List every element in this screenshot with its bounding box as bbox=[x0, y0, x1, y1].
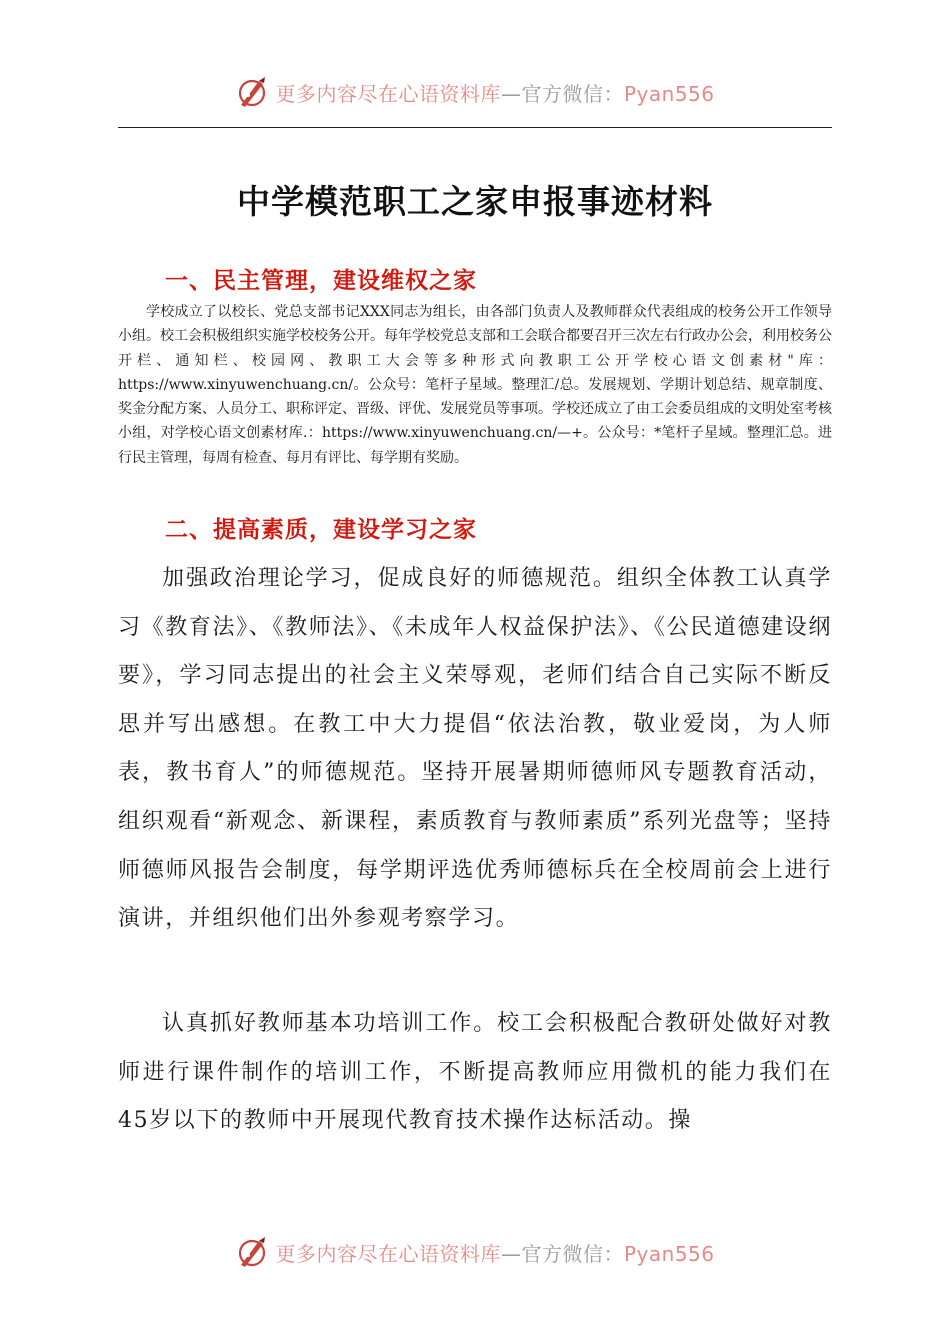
section-heading-democratic-management: 一、民主管理，建设维权之家 bbox=[165, 268, 477, 294]
fountain-pen-logo-icon bbox=[235, 75, 269, 109]
section-2-paragraph-1: 加强政治理论学习，促成良好的师德规范。组织全体教工认真学习《教育法》、《教师法》、《未成年人权益保护法》、《公民道德建设纲要》，学习同志提出的社会主义荣辱观，老师们结合自己实际不断反思并写出感想。在教工中大力提倡“依法治教，敬业爱岗，为人师表，教书育人”的师德规范。坚持开展暑期师德师风专题教育活动，组织观看“新观念、新课程，素质教育与教师素质”系列光盘等；坚持师德师风报告会制度，每学期评选优秀师德标兵在全校周前会上进行演讲，并组织他们出外参观考察学习。 bbox=[118, 566, 832, 932]
header-watermark bbox=[0, 72, 950, 112]
section-heading-improve-quality: 二、提高素质，建设学习之家 bbox=[165, 517, 477, 543]
document-title: 中学模范职工之家申报事迹材料 bbox=[237, 182, 713, 221]
watermark-text: 更多内容尽在心语资料库—官方微信：Pyan556 bbox=[275, 81, 715, 106]
section-1-paragraph: 学校成立了以校长、党总支部书记XXX同志为组长，由各部门负责人及教师群众代表组成的校务公开工作领导小组。校工会积极组织实施学校校务公开。每年学校党总支部和工会联合都要召开三次左右行政办公会，利用校务公开栏、通知栏、校园网、教职工大会等多种形式向教职工公开学校心语文创素材"库：https://www.xinyuwenchuang.cn/。公众号：笔杆子星域。整理汇/总。发展规划、学期计划总结、规章制度、奖金分配方案、人员分工、职称评定、晋级、评优、发展党员等事项。学校还成立了由工会委员组成的文明处室考核小组，对学校心语文创素材库.：https://www.xinyuwenchuang.cn/—+。公众号：*笔杆子星域。整理汇总。进行民主管理，每周有检查、每月有评比、每学期有奖励。 bbox=[118, 304, 832, 466]
header-divider bbox=[118, 127, 832, 128]
section-2-paragraph-2: 认真抓好教师基本功培训工作。校工会积极配合教研处做好对教师进行课件制作的培训工作，不断提高教师应用微机的能力我们在45岁以下的教师中开展现代教育技术操作达标活动。操 bbox=[118, 1011, 832, 1134]
fountain-pen-logo-icon bbox=[235, 1235, 269, 1269]
footer-watermark bbox=[0, 1232, 950, 1272]
watermark-text: 更多内容尽在心语资料库—官方微信：Pyan556 bbox=[275, 1241, 715, 1266]
